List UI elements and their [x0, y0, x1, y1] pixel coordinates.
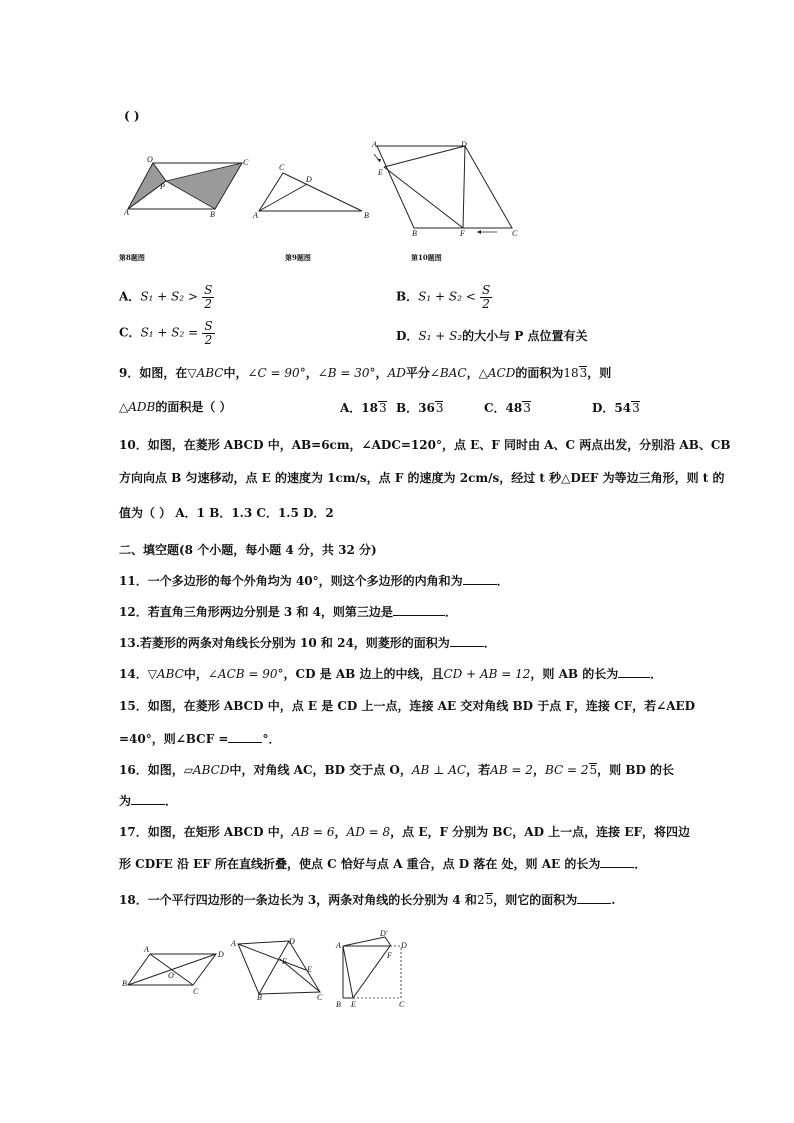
q11-end: ．: [496, 574, 509, 588]
q8-option-c-den: 2: [204, 332, 213, 347]
q8-option-a-label: A．: [119, 289, 141, 304]
fig8-label-p: P: [160, 182, 165, 191]
q16-parallelogram: ▱ABCD: [183, 763, 230, 777]
fig10-label-f: F: [460, 229, 465, 238]
q15-end: °．: [262, 732, 281, 746]
q13-text: 13.若菱形的两条对角线长分别为 10 和 24，则菱形的面积为: [119, 636, 450, 650]
q14-text-c: ，CD 是 AB 边上的中线，且: [283, 667, 444, 681]
q16-bc: BC = 2: [544, 763, 589, 777]
q16-text-l2: 为: [119, 794, 132, 808]
q8-option-b-label: B．: [396, 289, 419, 304]
q13-blank[interactable]: [450, 646, 484, 647]
fig8-label-b: B: [210, 210, 215, 218]
q9-text-b: 中，: [223, 366, 248, 380]
fig17-label-f: F: [387, 951, 392, 960]
q8-option-b-expr: S₁ + S₂ <: [418, 289, 476, 304]
q8-option-d-label: D．: [396, 329, 419, 343]
fig16-label-a: A: [144, 945, 149, 954]
q9-triangle-acd: △ACD: [478, 366, 516, 380]
q9-option-a: [340, 401, 387, 414]
fig10-label-a: A: [372, 140, 377, 149]
fig10-label-c: C: [512, 229, 518, 238]
q16-text-b: 中，对角线 AC，BD 交于点 O，: [229, 763, 412, 777]
q8-option-b-fraction: [480, 284, 492, 310]
q9-sep-3: ，: [466, 366, 479, 380]
q9-option-a-radical: 3: [379, 401, 387, 415]
q9-option-b-text: B．36: [396, 401, 435, 415]
q9-sep-1: ，: [305, 366, 318, 380]
section-2-title: 二、填空题(8 个小题，每小题 4 分，共 32 分): [119, 543, 377, 557]
q8-option-c: [119, 320, 215, 346]
fig8-label-c: C: [243, 158, 249, 167]
fig10-label-b: B: [412, 229, 417, 238]
fig15-label-e: E: [307, 965, 312, 974]
q8-option-d-expr: S₁ + S₂: [418, 329, 463, 343]
q9-segment-ad: AD: [387, 366, 406, 380]
q9-option-c-radical: 3: [523, 401, 531, 415]
q9-area-radical: 3: [579, 366, 588, 380]
fig9-label-b: B: [364, 211, 369, 220]
q8-option-a-den: 2: [204, 296, 213, 311]
q9-option-d-radical: 3: [632, 401, 640, 415]
fig17-label-e: E: [351, 1000, 356, 1009]
q15-line-2: [119, 733, 281, 745]
q16-line-1: [119, 763, 674, 776]
fig9-label-d: D: [306, 175, 312, 184]
q9-answer-bracket: 的面积是（ ）: [155, 400, 232, 414]
q9-line-2: [119, 401, 232, 413]
fig16-label-d: D: [218, 950, 224, 959]
q9-text-c: 平分: [405, 366, 430, 380]
q16-end: ．: [165, 794, 178, 808]
fig17-label-dp: D': [380, 929, 388, 938]
q9-text-d: 的面积为: [515, 366, 564, 380]
q14-end: ．: [650, 667, 663, 681]
q14-triangle: ▽ABC: [147, 667, 184, 681]
q16-text-e: ，则 BD 的长: [597, 763, 675, 777]
q18-coef: 2: [476, 893, 485, 907]
q12: [119, 606, 457, 618]
q9-line-1: [119, 366, 611, 379]
q9-triangle-adb: △ADB: [119, 400, 156, 414]
q8-option-d: [396, 330, 588, 342]
q8-option-a-fraction: [202, 284, 214, 310]
q14: [119, 668, 662, 680]
q8-option-c-label: C．: [119, 325, 141, 340]
figure-10-rhombus: [369, 140, 519, 240]
q8-option-b: [396, 284, 492, 310]
q18-text-b: ，则它的面积为: [493, 893, 578, 907]
fig17-label-b: B: [336, 1000, 341, 1009]
q8-option-a-expr: S₁ + S₂ >: [140, 289, 198, 304]
fig16-label-b: B: [122, 979, 127, 988]
q16-perpendicular: AB ⊥ AC: [411, 763, 467, 777]
q9-option-b-radical: 3: [435, 401, 444, 415]
q9-option-c: [484, 401, 531, 414]
q17-sep: ，: [334, 825, 347, 839]
q17-text-l2: 形 CDFE 沿 EF 所在直线折叠，使点 C 恰好与点 A 重合，点 D 落在 处，则 AE 的长为: [119, 857, 601, 871]
q17-line-2: [119, 858, 646, 870]
q18: [119, 893, 615, 906]
q9-angle-bac: ∠BAC: [429, 366, 467, 380]
q8-answer-bracket: ( ): [124, 109, 140, 123]
figure-17-rectangle-fold: [330, 928, 415, 1012]
q9-triangle-abc: ▽ABC: [187, 366, 224, 380]
q15-blank[interactable]: [228, 742, 262, 743]
q9-option-a-text: A．18: [340, 401, 379, 415]
q8-option-c-expr: S₁ + S₂ =: [140, 325, 199, 340]
q16-blank[interactable]: [131, 804, 165, 805]
fig10-label-e: E: [378, 168, 383, 177]
q14-number: 14．: [119, 667, 148, 681]
q10-line-3: 值为（ ） A．1 B．1.3 C．1.5 D．2: [119, 506, 334, 520]
q17-text-b: ，点 E，F 分别为 BC，AD 上一点，连接 EF，将四边: [390, 825, 690, 839]
q9-area-coef: 18: [563, 366, 579, 380]
q17-blank[interactable]: [600, 867, 634, 868]
q8-option-b-num: S: [481, 283, 491, 297]
q18-end: .: [611, 893, 616, 907]
fig8-label-o: O: [147, 156, 153, 164]
fig15-label-c: C: [317, 993, 323, 1002]
fig15-label-d: D: [289, 937, 295, 946]
q8-option-a: [119, 284, 214, 310]
q10-line-2: 方向向点 B 匀速移动，点 E 的速度为 1cm/s，点 F 的速度为 2cm/s，经过 t 秒△DEF 为等边三角形，则 t 的: [119, 471, 725, 485]
q11-text: 11．一个多边形的每个外角均为 40°，则这个多边形的内角和为: [119, 574, 463, 588]
q16-bc-radical: 5: [589, 763, 598, 777]
q8-option-c-num: S: [204, 319, 213, 333]
q12-text: 12．若直角三角形两边分别是 3 和 4，则第三边是: [119, 605, 393, 619]
q17-ab: AB = 6: [291, 825, 335, 839]
q16-text-d: ，: [532, 763, 545, 777]
q17-line-1: [119, 826, 690, 838]
fig16-label-o: O: [168, 971, 174, 980]
q8-option-c-fraction: [202, 320, 214, 346]
q9-option-d: [592, 401, 640, 414]
q14-angle: ∠ACB = 90°: [207, 667, 284, 681]
fig17-label-a: A: [336, 941, 341, 950]
fig17-label-c: C: [399, 1000, 405, 1009]
figure-10-caption: 第10题图: [411, 253, 442, 262]
fig15-label-f: F: [282, 957, 287, 966]
figure-15-rhombus: [228, 937, 328, 1003]
q9-angle-c: ∠C = 90°: [247, 366, 306, 380]
q9-text-a: 9．如图，在: [119, 366, 188, 380]
q11: [119, 575, 509, 587]
figure-8-parallelogram: [124, 156, 254, 218]
fig16-label-c: C: [193, 987, 199, 996]
figure-9-triangle: [252, 158, 372, 222]
q9-option-b: [396, 401, 443, 414]
q13: [119, 637, 496, 649]
q18-blank[interactable]: [577, 903, 611, 904]
q17-text-a: 17．如图，在矩形 ABCD 中，: [119, 825, 292, 839]
q14-text-d: ，则 AB 的长为: [530, 667, 619, 681]
q18-text-a: 18．一个平行四边形的一条边长为 3，两条对角线的长分别为 4 和: [119, 893, 477, 907]
q10-line-1: 10．如图，在菱形 ABCD 中，AB=6cm，∠ADC=120°，点 E、F 同时由 A、C 两点出发，分别沿 AB、CB: [119, 438, 731, 452]
q17-end: ．: [634, 857, 647, 871]
fig15-label-a: A: [231, 939, 236, 948]
q14-blank[interactable]: [618, 677, 650, 678]
q9-option-d-text: D．54: [592, 401, 632, 415]
fig17-label-d: D: [401, 941, 407, 950]
q13-end: ．: [483, 636, 496, 650]
q16-line-2: [119, 795, 177, 807]
fig8-label-a: A: [124, 208, 129, 217]
q15-line-1: 15．如图，在菱形 ABCD 中，点 E 是 CD 上一点，连接 AE 交对角线 BD 于点 F，连接 CF，若∠AED: [119, 699, 696, 713]
q8-option-d-text: 的大小与 P 点位置有关: [462, 329, 588, 343]
q14-text-b: 中，: [183, 667, 208, 681]
fig15-label-b: B: [257, 993, 262, 1002]
q11-blank[interactable]: [463, 584, 497, 585]
q17-ad: AD = 8: [346, 825, 391, 839]
fig10-label-d: D: [461, 140, 467, 149]
q16-text-c: ，若: [466, 763, 491, 777]
fig9-label-c: C: [279, 163, 285, 172]
q9-text-e: ，则: [587, 366, 612, 380]
q15-text: =40°，则∠BCF =: [119, 732, 229, 746]
q9-sep-2: ，: [375, 366, 388, 380]
q8-option-a-num: S: [204, 283, 213, 297]
q9-angle-b: ∠B = 30°: [317, 366, 376, 380]
q9-option-c-text: C．48: [484, 401, 523, 415]
figure-8-caption: 第8题图: [119, 253, 145, 262]
q12-end: ．: [444, 605, 457, 619]
q16-text-a: 16．如图，: [119, 763, 184, 777]
figure-9-caption: 第9题图: [285, 253, 311, 262]
q8-option-b-den: 2: [482, 296, 490, 311]
q14-equation: CD + AB = 12: [443, 667, 531, 681]
fig9-label-a: A: [253, 211, 258, 220]
figure-16-parallelogram: [120, 942, 230, 998]
q18-radical: 5: [485, 893, 494, 907]
q16-ab: AB = 2: [490, 763, 533, 777]
q12-blank[interactable]: [393, 615, 445, 616]
